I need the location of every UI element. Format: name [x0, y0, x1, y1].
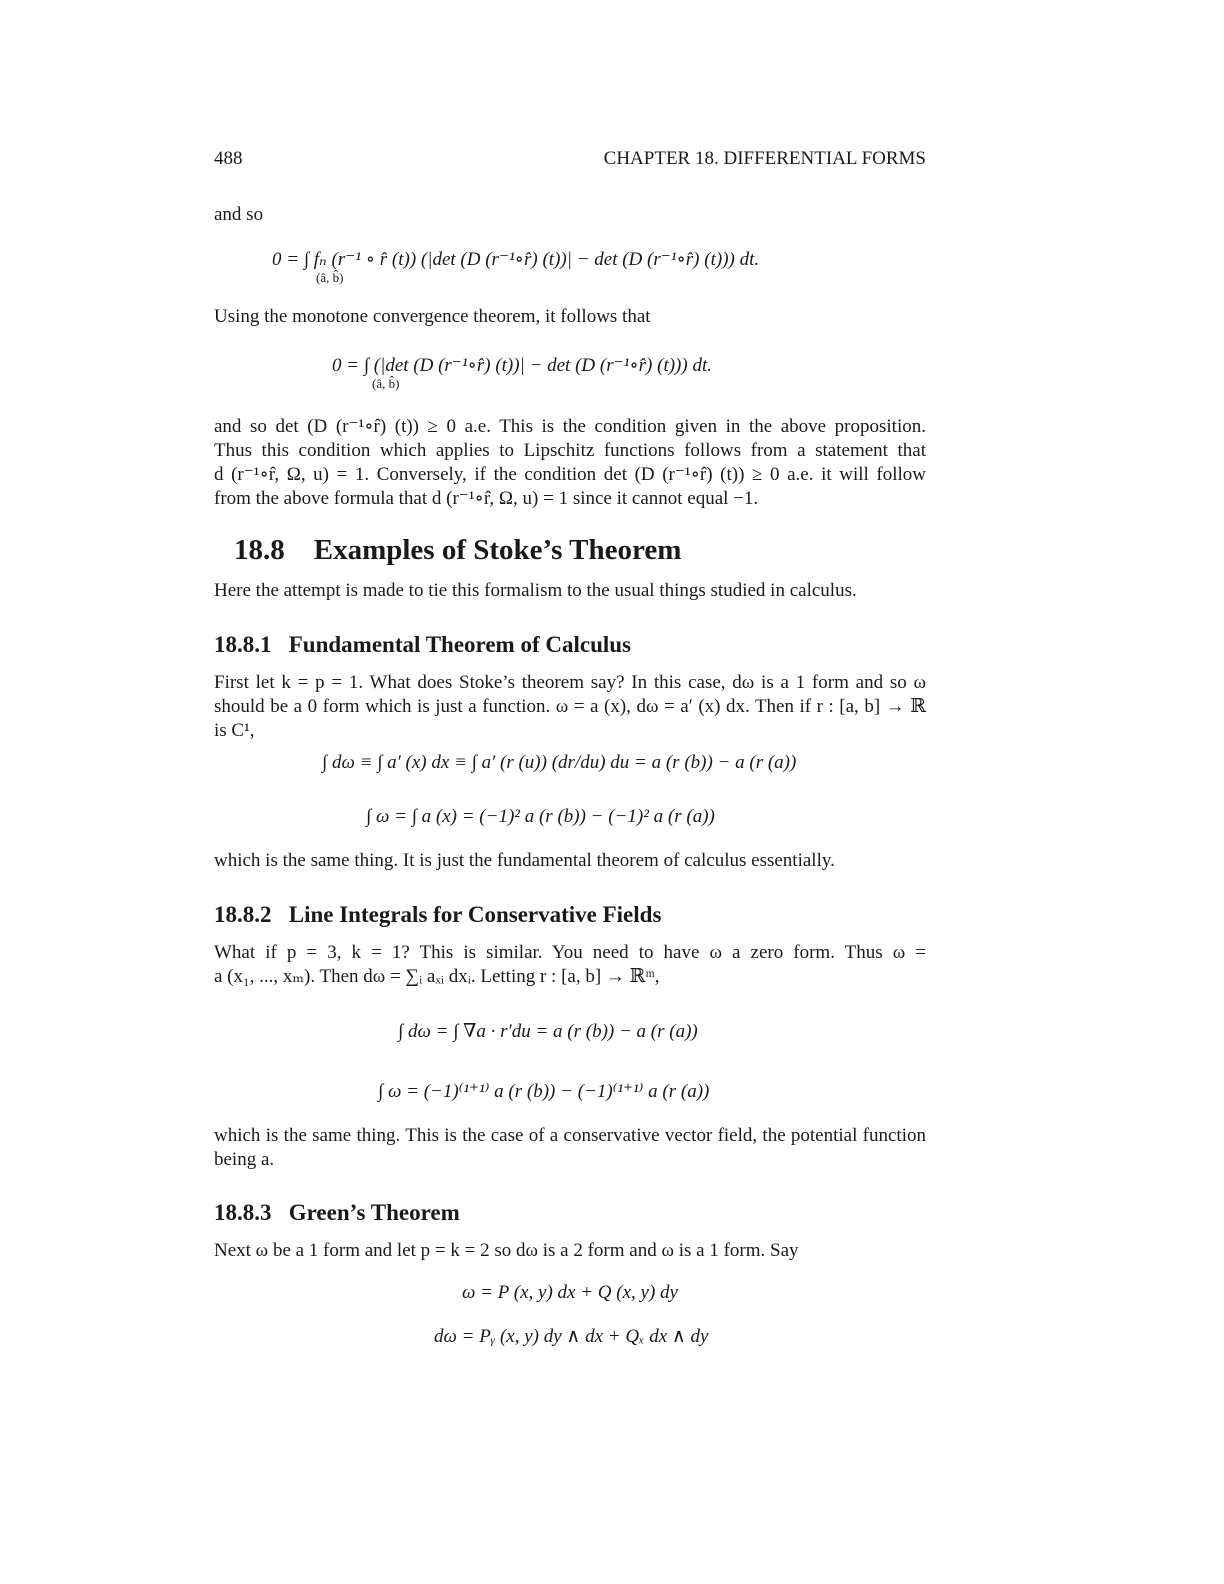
paragraph-line: which is the same thing. This is the case of a conservative vector field, the potential function — [214, 1125, 926, 1146]
equation-1 — [272, 248, 759, 271]
subsection-heading-3 — [214, 1200, 460, 1226]
greens-equation-1-body: ω = P (x, y) dx + Q (x, y) dy — [462, 1282, 678, 1303]
section-heading — [234, 534, 681, 567]
sub1-paragraph — [214, 671, 926, 743]
paragraph-line: and so det (D (r⁻¹∘r̂) (t)) ≥ 0 a.e. This is the condition given in the above proposition. — [214, 416, 926, 437]
page-number: 488 — [214, 148, 243, 169]
line-integral-equation-1-body: ∫ dω = ∫ ∇a · r′du = a (r (b)) − a (r (a)) — [398, 1021, 698, 1042]
paragraph-line: being a. — [214, 1149, 275, 1170]
greens-equation-2 — [434, 1325, 708, 1348]
subsection-title: Green’s Theorem — [288, 1200, 460, 1225]
ftc-equation-2 — [366, 806, 715, 828]
paragraph-line: should be a 0 form which is just a function. ω = a (x), dω = a′ (x) dx. Then if r : [a, b] → ℝ — [214, 696, 926, 717]
ftc-equation-2-body: ∫ ω = ∫ a (x) = (−1)² a (r (b)) − (−1)² a (r (a)) — [366, 806, 715, 827]
line-integral-equation-2 — [378, 1080, 709, 1103]
subsection-number: 18.8.1 — [214, 632, 272, 657]
equation-2-limit: (â, b̂) — [372, 376, 400, 391]
equation-2 — [332, 354, 712, 377]
paragraph-line: First let k = p = 1. What does Stoke’s theorem say? In this case, dω is a 1 form and so ω — [214, 672, 926, 693]
greens-equation-1 — [462, 1282, 678, 1304]
paragraph-line: d (r⁻¹∘r̂, Ω, u) = 1. Conversely, if the condition det (D (r⁻¹∘r̂) (t)) ≥ 0 a.e. it will follow — [214, 464, 926, 485]
subsection-number: 18.8.2 — [214, 902, 272, 927]
subsection-number: 18.8.3 — [214, 1200, 272, 1225]
equation-2-body: 0 = ∫ (|det (D (r⁻¹∘r̂) (t))| − det (D (r⁻¹∘r̂) (t))) dt. — [332, 355, 712, 376]
equation-1-body: 0 = ∫ fₙ (r⁻¹ ∘ r̂ (t)) (|det (D (r⁻¹∘r̂) (t))| − det (D (r⁻¹∘r̂) (t))) dt. — [272, 249, 760, 270]
subsection-title: Line Integrals for Conservative Fields — [288, 902, 662, 927]
paragraph-line: Thus this condition which applies to Lipschitz functions follows from a statement that — [214, 440, 926, 461]
and-so-text: and so — [214, 204, 264, 225]
paragraph-line: from the above formula that d (r⁻¹∘r̂, Ω, u) = 1 since it cannot equal −1. — [214, 488, 759, 509]
running-header: CHAPTER 18. DIFFERENTIAL FORMS — [603, 148, 926, 169]
monotone-text: Using the monotone convergence theorem, it follows that — [214, 306, 651, 327]
paragraph-line: is C¹, — [214, 720, 255, 741]
subsection-title: Fundamental Theorem of Calculus — [288, 632, 632, 657]
ftc-equation-1-body: ∫ dω ≡ ∫ a′ (x) dx ≡ ∫ a′ (r (u)) (dr/du) du = a (r (b)) − a (r (a)) — [322, 752, 797, 773]
condition-paragraph — [214, 415, 926, 511]
sub2-conclusion — [214, 1124, 926, 1172]
greens-equation-2-body: dω = Pᵧ (x, y) dy ∧ dx + Qₓ dx ∧ dy — [434, 1326, 709, 1347]
subsection-heading-1 — [214, 632, 631, 658]
line-integral-equation-1 — [398, 1020, 698, 1043]
line-integral-equation-2-body: ∫ ω = (−1)⁽¹⁺¹⁾ a (r (b)) − (−1)⁽¹⁺¹⁾ a (r (a)) — [378, 1081, 710, 1102]
greens-intro: Next ω be a 1 form and let p = k = 2 so dω is a 2 form and ω is a 1 form. Say — [214, 1240, 799, 1261]
section-number: 18.8 — [234, 534, 285, 566]
subsection-heading-2 — [214, 902, 661, 928]
section-title: Examples of Stoke’s Theorem — [313, 534, 682, 566]
paragraph-line: What if p = 3, k = 1? This is similar. You need to have ω a zero form. Thus ω = — [214, 942, 926, 963]
paragraph-line: a (x₁, ..., xₘ). Then dω = ∑ᵢ aₓᵢ dxᵢ. Letting r : [a, b] → ℝᵐ, — [214, 966, 660, 987]
sub2-paragraph — [214, 941, 926, 989]
ftc-conclusion: which is the same thing. It is just the fundamental theorem of calculus essentially. — [214, 850, 835, 871]
ftc-equation-1 — [322, 752, 796, 774]
section-intro: Here the attempt is made to tie this formalism to the usual things studied in calculus. — [214, 580, 857, 601]
equation-1-limit: (â, b̂) — [316, 270, 344, 285]
